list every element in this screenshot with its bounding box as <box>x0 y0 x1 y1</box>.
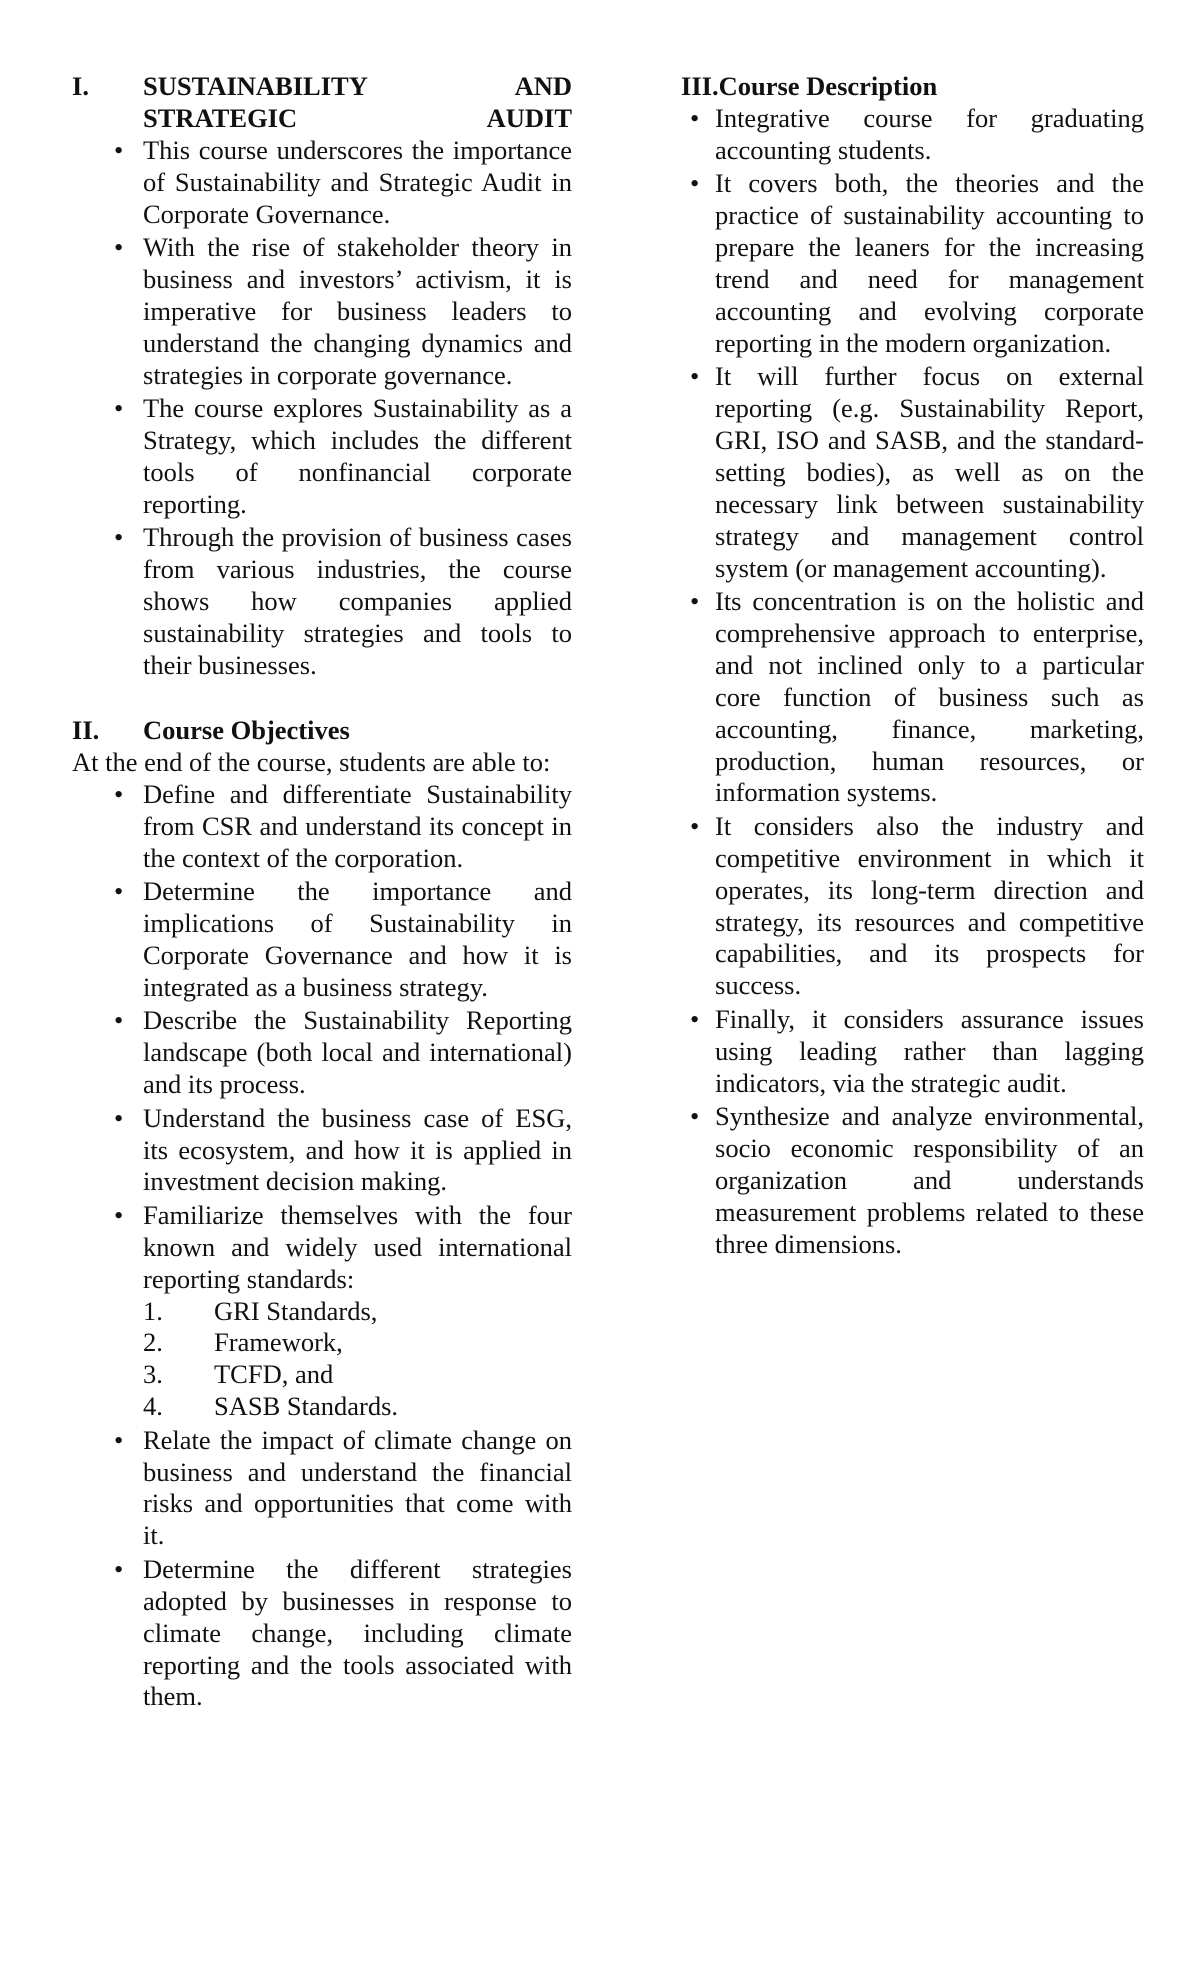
list-item-text: It covers both, the theories and the practice of sustainability accounting to prepare the leaners for the increasing trend and need for management accounting and evolving corporate reporting in the modern organization. <box>715 168 1144 358</box>
item-text: TCFD, and <box>214 1359 334 1390</box>
section-heading-sustainability-audit <box>72 71 572 135</box>
list-item <box>681 1004 1144 1100</box>
section3-bullet-list <box>681 103 1144 1261</box>
bullet-icon <box>690 811 699 843</box>
list-item-text: Determine the importance and implications of Sustainability in Corporate Governance and how it is integrated as a business strategy. <box>143 876 572 1002</box>
bullet-icon <box>114 1425 123 1457</box>
numbered-item <box>143 1327 572 1359</box>
item-number: 2. <box>143 1327 163 1358</box>
section2-bullet-list <box>72 779 572 1713</box>
numbered-item <box>143 1296 572 1328</box>
list-item <box>72 1200 572 1423</box>
list-item-text: Determine the different strategies adopted by businesses in response to climate change, including climate reporting and the tools associated with them. <box>143 1553 572 1712</box>
list-item <box>681 1101 1144 1261</box>
list-item-text: The course explores Sustainability as a Strategy, which includes the different tools of nonfinancial corporate reporting. <box>143 393 572 519</box>
list-item-text: With the rise of stakeholder theory in business and investors’ activism, it is imperative for business leaders to understand the changing dynamics and strategies in corporate governance. <box>143 232 572 390</box>
bullet-icon <box>690 103 699 135</box>
list-item <box>681 103 1144 167</box>
spacer <box>72 683 572 715</box>
list-item-text: Relate the impact of climate change on business and understand the financial risks and opportunities that come with it. <box>143 1424 572 1551</box>
bullet-icon <box>690 586 699 618</box>
list-item-text: Finally, it considers assurance issues using leading rather than lagging indicators, via the strategic audit. <box>715 1003 1144 1098</box>
list-item-text: Understand the business case of ESG, its ecosystem, and how it is applied in investment decision making. <box>143 1102 572 1197</box>
section-title: SUSTAINABILITY AND STRATEGIC AUDIT <box>143 71 572 133</box>
list-item <box>72 1103 572 1199</box>
list-item-text: It considers also the industry and competitive environment in which it operates, its long-term direction and strategy, its resources and competitive capabilities, and its prospects for success. <box>715 810 1144 1001</box>
bullet-icon <box>690 361 699 393</box>
bullet-icon <box>114 232 123 264</box>
item-number: 4. <box>143 1391 163 1422</box>
list-item-text: Its concentration is on the holistic and comprehensive approach to enterprise, and not inclined only to a particular core function of business such as accounting, finance, marketing, production, human resources, or information systems. <box>715 586 1144 808</box>
bullet-icon <box>690 168 699 200</box>
section-number: I. <box>72 71 89 101</box>
bullet-icon <box>114 1200 123 1232</box>
item-text: Framework, <box>214 1327 343 1358</box>
item-number: 3. <box>143 1359 163 1390</box>
bullet-icon <box>114 135 123 167</box>
bullet-icon <box>114 1554 123 1586</box>
section-number: II. <box>72 715 100 746</box>
bullet-icon <box>114 876 123 908</box>
section-heading-course-objectives <box>72 715 572 747</box>
list-item-text: Familiarize themselves with the four known and widely used international reporting standards: <box>143 1199 572 1294</box>
section-title: Course Description <box>718 71 938 101</box>
standards-numbered-list <box>143 1296 572 1424</box>
right-column <box>681 71 1144 1262</box>
list-item <box>72 1005 572 1101</box>
list-item <box>681 361 1144 584</box>
list-item-text: Describe the Sustainability Reporting landscape (both local and international) and its process. <box>143 1005 572 1100</box>
list-item <box>72 522 572 682</box>
list-item <box>72 1425 572 1553</box>
section-number: III. <box>681 71 719 101</box>
list-item-text: Integrative course for graduating accounting students. <box>715 102 1144 165</box>
item-number: 1. <box>143 1295 163 1326</box>
list-item <box>72 393 572 521</box>
bullet-icon <box>690 1101 699 1133</box>
bullet-icon <box>114 1103 123 1135</box>
list-item <box>681 168 1144 359</box>
bullet-icon <box>114 522 123 554</box>
section-title: Course Objectives <box>143 715 350 746</box>
bullet-icon <box>114 779 123 811</box>
item-text: SASB Standards. <box>214 1391 399 1422</box>
list-item <box>72 1554 572 1714</box>
list-item-text: Synthesize and analyze environmental, socio economic responsibility of an organization and understands measurement problems related to these three dimensions. <box>715 1101 1144 1259</box>
list-item <box>72 135 572 231</box>
numbered-item <box>143 1359 572 1391</box>
numbered-item <box>143 1391 572 1423</box>
left-column <box>72 71 572 1715</box>
bullet-icon <box>114 1005 123 1037</box>
list-item-text: Define and differentiate Sustainability from CSR and understand its concept in the context of the corporation. <box>143 779 572 873</box>
item-text: GRI Standards, <box>214 1295 378 1326</box>
list-item <box>681 811 1144 1002</box>
list-item <box>72 779 572 875</box>
list-item <box>72 876 572 1004</box>
list-item-text: This course underscores the importance of Sustainability and Strategic Audit in Corporate Governance. <box>143 134 572 229</box>
section1-bullet-list <box>72 135 572 682</box>
list-item <box>72 232 572 392</box>
bullet-icon <box>690 1004 699 1036</box>
section-heading-course-description <box>681 71 1144 103</box>
list-item <box>681 586 1144 809</box>
objectives-intro: At the end of the course, students are able to: <box>72 747 551 778</box>
list-item-text: It will further focus on external reporting (e.g. Sustainability Report, GRI, ISO and SASB, and the standard-setting bodies), as well as on the necessary link between sustainability strategy and management control system (or management accounting). <box>715 361 1144 583</box>
list-item-text: Through the provision of business cases from various industries, the course shows how companies applied sustainability strategies and tools to their businesses. <box>143 522 572 680</box>
bullet-icon <box>114 393 123 425</box>
